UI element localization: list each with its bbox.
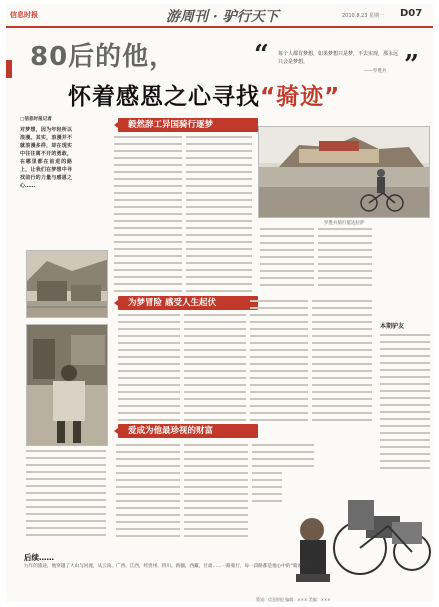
section-banner-3: 爱成为他最珍视的财富 [118, 424, 258, 438]
afterword-title: 后续…… [24, 553, 54, 562]
village-photo [26, 250, 108, 318]
headline-highlight: “骑迹” [260, 84, 341, 110]
article-column-5 [118, 314, 180, 426]
section-banner-2: 为梦冒险 感受人生起伏 [118, 296, 258, 310]
page-header [6, 4, 433, 28]
bicycle-rider-photo [282, 470, 432, 588]
article-column-4 [318, 228, 372, 294]
afterword-text: 九年的旅途，他穿越了大山与河流，从云南、广西、江西，经贵州、四川、新疆、西藏、甘肃……一路骑行，每一段路都是他心中的“骑迹”。 [24, 564, 309, 569]
lhasa-photo-caption: 罗胜兵骑行抵达拉萨 [324, 221, 365, 226]
pull-quote-author: ——罗胜兵 [364, 69, 387, 74]
article-column-6 [184, 314, 246, 426]
rider-portrait-photo [26, 324, 108, 446]
headline-line-1: 80后的他， [30, 42, 177, 72]
headline-line-2 [68, 78, 340, 111]
article-column-8 [312, 300, 372, 424]
article-column-7 [250, 300, 308, 424]
page-number: D07 [400, 8, 423, 19]
article-column-10 [116, 444, 180, 544]
issue-date: 2010.8.23 星期一 [342, 13, 385, 19]
section-banner-1: 毅然辞工异国骑行逐梦 [118, 118, 258, 132]
article-column-2 [186, 136, 252, 296]
section-name: 信息时报 [10, 11, 38, 19]
open-quote-icon: “ [254, 40, 269, 70]
article-column-9 [26, 450, 106, 546]
intro-body: 对梦想，因为年轻所以浪漫。其实，浪漫并不就浪漫多样，却在现实中往往离不开的勇敢，在哪里都在前进的路上，让我们在梦想中寻找前行的力量与感恩之心…… [20, 127, 72, 189]
intro-column [20, 116, 72, 246]
pull-quote-text: 每个人都有梦想，如果梦想只是梦，不去实现，那永远只会是梦想。 [278, 51, 399, 65]
credits-line: 策划：信息时报 编辑：××× 美编：××× [256, 597, 331, 602]
article-column-11 [184, 444, 248, 544]
accent-bar [6, 60, 12, 78]
intro-byline: □信息时报记者 [20, 117, 52, 122]
article-column-1 [114, 136, 182, 296]
lhasa-photo [258, 126, 430, 218]
page-title: 游周刊 · 驴行天下 [166, 9, 279, 25]
sidebar-title: 本期驴友 [380, 323, 405, 330]
headline-prefix: 怀着感恩之心寻找 [68, 84, 260, 110]
newspaper-page [6, 4, 433, 602]
article-column-3 [260, 228, 314, 294]
pull-quote [254, 42, 424, 82]
close-quote-icon: ” [404, 50, 419, 80]
